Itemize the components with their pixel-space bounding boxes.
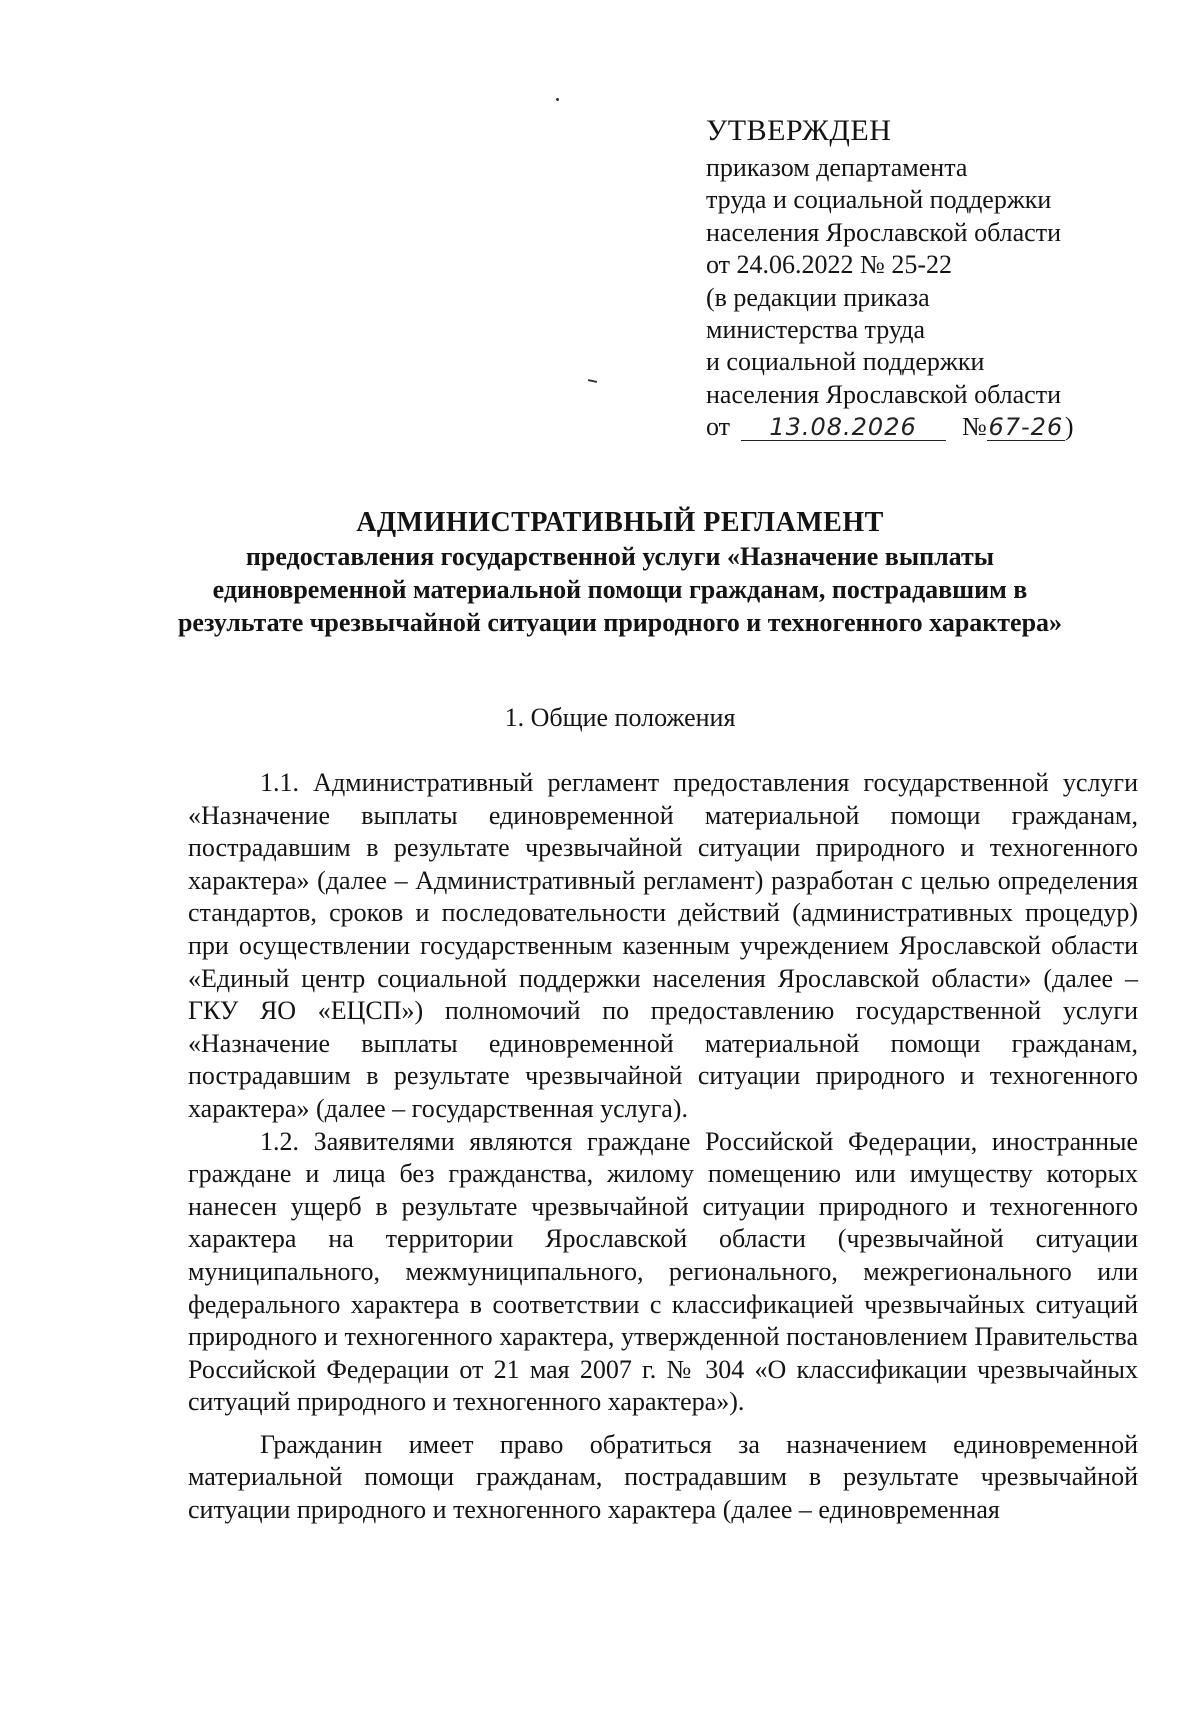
approval-line: населения Ярославской области [706, 379, 1061, 409]
approval-heading: УТВЕРЖДЕН [706, 114, 892, 147]
approval-block [706, 114, 1146, 443]
document-title: АДМИНИСТРАТИВНЫЙ РЕГЛАМЕНТ [356, 507, 884, 538]
approval-line: приказом департамента [706, 153, 968, 182]
order-date-handwritten: 13.08.2026 [741, 414, 946, 441]
document-title-block [150, 506, 1090, 639]
order-closing-paren: ) [1064, 412, 1074, 442]
paragraph: 1.1. Административный регламент предоставления государственной услуги «Назначение выплаты единовременной материальной помощи гражданам, пострадавшим в результате чрезвычайной ситуации природного и техногенного характера» (далее – Административный регламент) разработан с целью определения стандартов, сроков и последовательности действий (административных процедур) при осуществлении государственным казенным учреждением Ярославской области «Единый центр социальной поддержки населения Ярославской области» (далее – ГКУ ЯО «ЕЦСП») полномочий по предоставлению государственной услуги «Назначение выплаты единовременной материальной помощи гражданам, пострадавшим в результате чрезвычайной ситуации природного и техногенного характера» (далее – государственная услуга). [188, 768, 1138, 1123]
approval-line: и социальной поддержки [706, 347, 985, 377]
body-text [188, 767, 1138, 1527]
approval-line: от 24.06.2022 № 25-22 [706, 250, 952, 280]
order-date-prefix: от [706, 412, 731, 442]
approval-line: министерства труда [706, 315, 925, 345]
paragraph: 1.2. Заявителями являются граждане Российской Федерации, иностранные граждане и лица без гражданства, жилому помещению или имуществу которых нанесен ущерб в результате чрезвычайной ситуации природного и техногенного характера на территории Ярославской области (чрезвычайной ситуации муниципального, межмуниципального, регионального, межрегионального или федерального характера в соответствии с классификацией чрезвычайных ситуаций природного и техногенного характера, утвержденной постановлением Правительства Российской Федерации от 21 мая 2007 г. № 304 «О классификации чрезвычайных ситуаций природного и техногенного характера»). [188, 1126, 1138, 1417]
order-number-prefix: № [962, 412, 987, 442]
approval-line: населения Ярославской области [706, 217, 1061, 247]
order-number-handwritten: 67-26 [988, 413, 1064, 442]
document-subtitle: предоставления государственной услуги «Назначение выплаты единовременной материальной помощи гражданам, пострадавшим в результате чрезвычайной ситуации природного и техногенного характера» [177, 542, 1063, 637]
approval-line: (в редакции приказа [706, 282, 930, 312]
order-date-number-line [706, 411, 1146, 443]
paragraph: Гражданин имеет право обратиться за назначением единовременной материальной помощи гражданам, пострадавшим в результате чрезвычайной ситуации природного и техногенного характера (далее – единовременная [188, 1429, 1138, 1525]
scan-speck [588, 379, 597, 383]
section-heading: 1. Общие положения [504, 703, 736, 732]
scan-speck [556, 98, 559, 101]
approval-line: труда и социальной поддержки [706, 185, 1052, 215]
